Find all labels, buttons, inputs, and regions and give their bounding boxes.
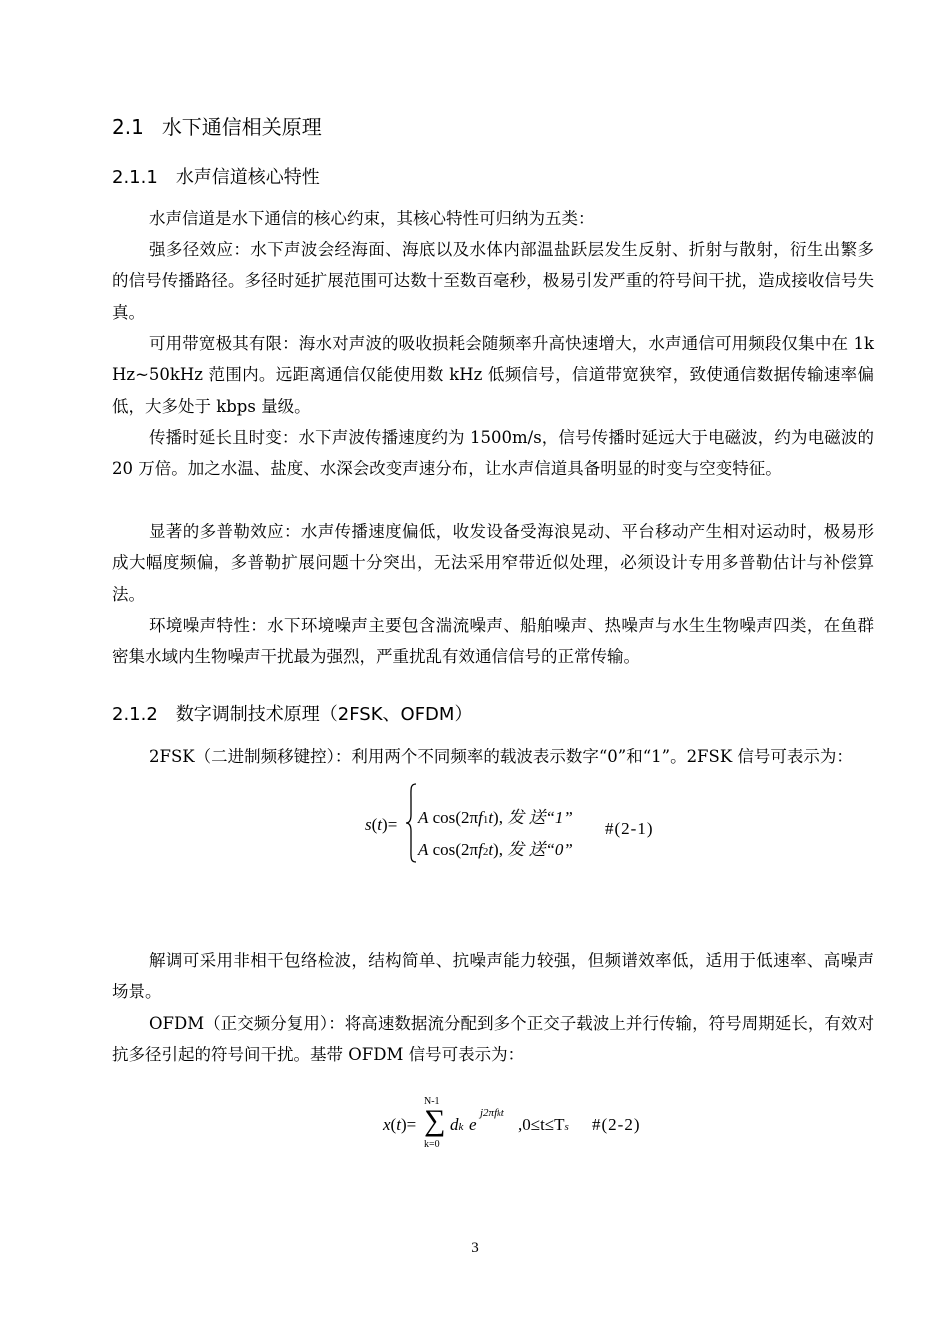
paragraph-2fsk: 2FSK（二进制频移键控）：利用两个不同频率的载波表示数字“0”和“1”。2FSK 信号可表示为： [149,747,853,766]
eq2-lhs: x(t)= [383,1115,417,1134]
page-number: 3 [471,1240,479,1256]
subsection-title: 水声信道核心特性 [175,167,320,188]
paragraph-demodulation: 解调可采用非相干包络检波，结构简单、抗噪声能力较强，但频谱效率低，适用于低速率、高噪声场景。 [112,951,874,1002]
eq2-tag: #(2-2) [592,1115,641,1134]
paragraph-multipath: 强多径效应：水下声波会经海面、海底以及水体内部温盐跃层发生反射、折射与散射，衍生出繁多的信号传播路径。多径时延扩展范围可达数十至数百毫秒，极易引发严重的符号间干扰，造成接收信号失真。 [112,240,874,322]
eq2-condition: ,0≤t≤Ts [518,1115,569,1134]
eq2-sum-upper: N-1 [424,1096,440,1107]
paragraph-intro: 水声信道是水下通信的核心约束，其核心特性可归纳为五类： [149,209,595,228]
section-number: 2.1 [112,115,144,139]
eq2-sum-lower: k=0 [424,1139,440,1150]
subsection-heading-2-1-2 [112,702,472,728]
eq2-exp-base: e [469,1115,477,1134]
eq1-lhs: s(t)= [365,815,398,834]
subsection-number: 2.1.2 [112,704,158,725]
eq2-term: dk [450,1115,464,1134]
paragraph-bandwidth: 可用带宽极其有限：海水对声波的吸收损耗会随频率升高快速增大，水声通信可用频段仅集中在 1kHz~50kHz 范围内。远距离通信仅能使用数 kHz 低频信号，信道带宽狭窄，致使通信数据传输速率偏低，大多处于 kbps 量级。 [112,334,874,416]
subsection-heading-2-1-1 [112,165,320,191]
eq1-case-1: A cos(2πf1t), 发 送“1” [418,808,573,827]
paragraph-noise: 环境噪声特性：水下环境噪声主要包含湍流噪声、船舶噪声、热噪声与水生生物噪声四类，在鱼群密集水域内生物噪声干扰最为强烈，严重扰乱有效通信信号的正常传输。 [112,616,874,667]
subsection-number: 2.1.1 [112,167,158,188]
summation-icon: ∑ [424,1104,446,1137]
paragraph-doppler: 显著的多普勒效应：水声传播速度偏低，收发设备受海浪晃动、平台移动产生相对运动时，极易形成大幅度频偏，多普勒扩展问题十分突出，无法采用窄带近似处理，必须设计专用多普勒估计与补偿算法。 [112,522,874,604]
eq1-case-2: A cos(2πf2t), 发 送“0” [418,840,573,859]
left-brace-icon [405,783,417,863]
subsection-title: 数字调制技术原理（2FSK、OFDM） [175,704,473,725]
paragraph-delay: 传播时延长且时变：水下声波传播速度约为 1500m/s，信号传播时延远大于电磁波，约为电磁波的 20 万倍。加之水温、盐度、水深会改变声速分布，让水声信道具备明显的时变与空变特征。 [112,428,874,479]
section-title: 水下通信相关原理 [161,115,322,139]
eq1-tag: #(2-1) [605,819,654,838]
eq2-exponent: j2πfkt [480,1107,504,1119]
paragraph-ofdm: OFDM（正交频分复用）：将高速数据流分配到多个正交子载波上并行传输，符号周期延长，有效对抗多径引起的符号间干扰。基带 OFDM 信号可表示为： [112,1014,874,1065]
section-heading [112,113,322,141]
